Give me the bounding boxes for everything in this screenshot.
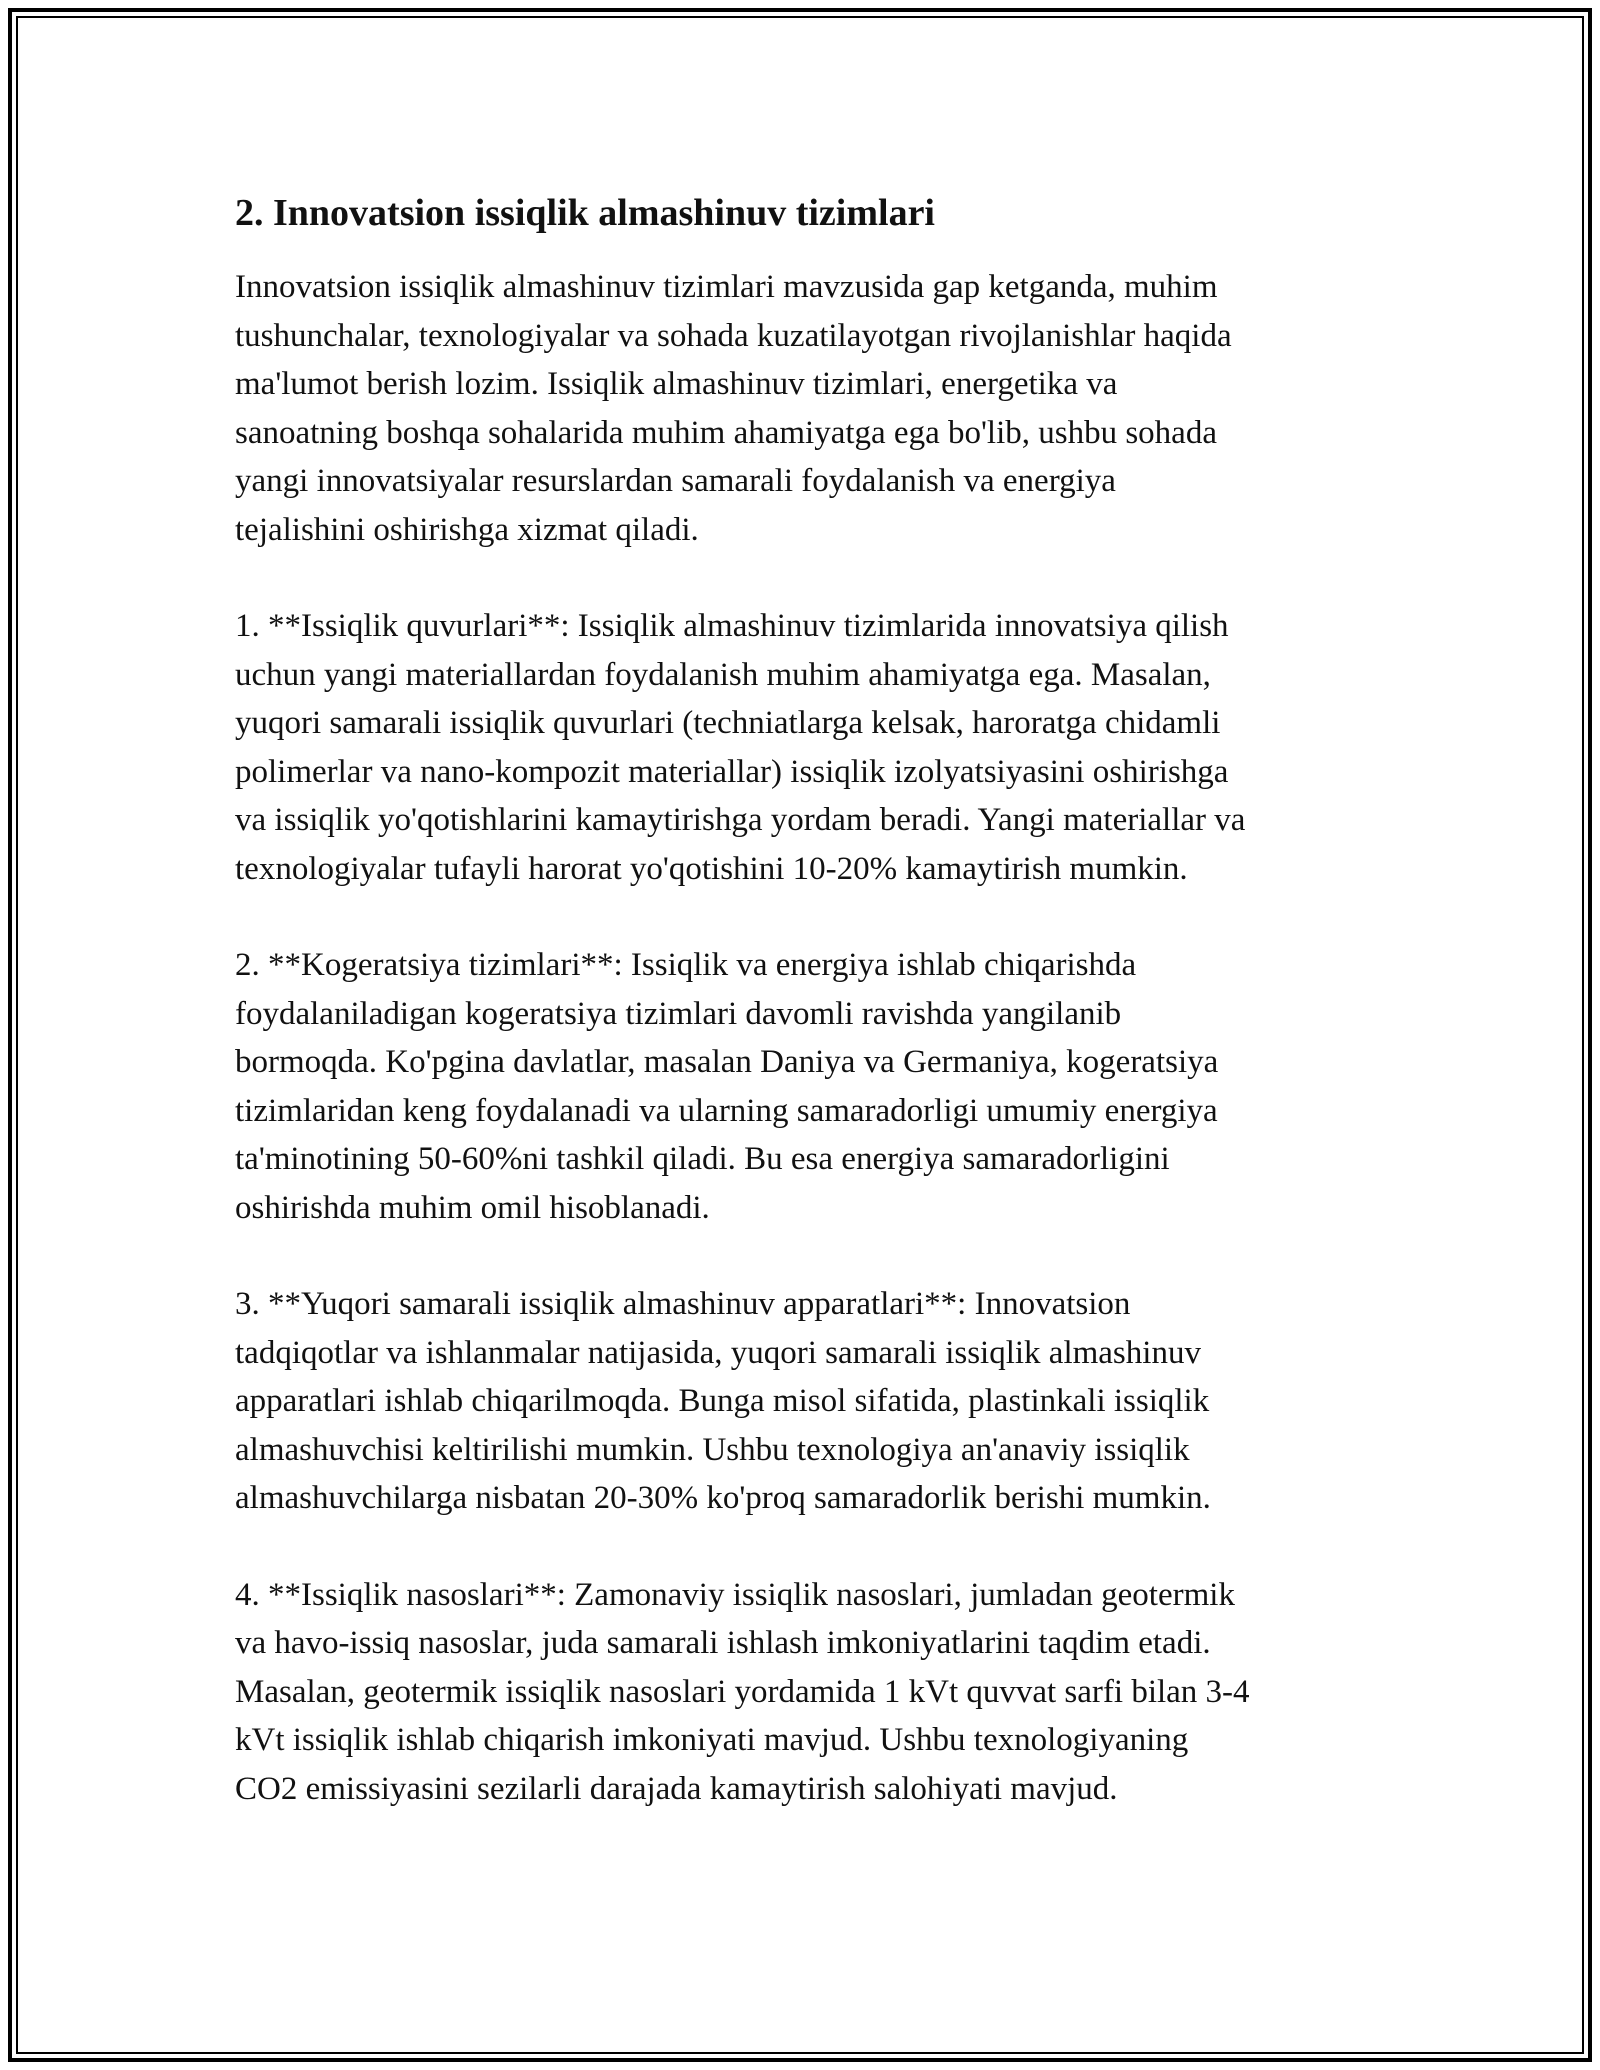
text-line: ta'minotining 50-60%ni tashkil qiladi. Bu esa energiya samaradorligini	[235, 1141, 1170, 1177]
text-line: 4. **Issiqlik nasoslari**: Zamonaviy issiqlik nasoslari, jumladan geotermik	[235, 1576, 1235, 1613]
text-line: 1. **Issiqlik quvurlari**: Issiqlik almashinuv tizimlarida innovatsiya qilish	[235, 608, 1229, 644]
list-item-issiqlik-nasoslari	[235, 1571, 1375, 1814]
text-line: tushunchalar, texnologiyalar va sohada kuzatilayotgan rivojlanishlar haqida	[235, 317, 1232, 354]
text-line: sanoatning boshqa sohalarida muhim ahamiyatga ega bo'lib, ushbu sohada	[235, 414, 1217, 451]
list-item-almashinuv-apparatlari	[235, 1280, 1375, 1523]
text-line: bormoqda. Ko'pgina davlatlar, masalan Daniya va Germaniya, kogeratsiya	[235, 1044, 1219, 1080]
text-line: tejalishini oshirishga xizmat qiladi.	[235, 511, 699, 548]
text-line: yangi innovatsiyalar resurslardan samarali foydalanish va energiya	[235, 463, 1116, 499]
text-line: oshirishda muhim omil hisoblanadi.	[235, 1189, 710, 1226]
document-page	[235, 185, 1375, 1861]
text-line: 2. **Kogeratsiya tizimlari**: Issiqlik va energiya ishlab chiqarishda	[235, 947, 1137, 983]
list-item-kogeratsiya-tizimlari	[235, 941, 1375, 1232]
intro-paragraph	[235, 263, 1375, 554]
text-line: almashuvchisi keltirilishi mumkin. Ushbu texnologiya an'anaviy issiqlik	[235, 1431, 1190, 1468]
list-item-issiqlik-quvurlari	[235, 602, 1375, 893]
text-line: va havo-issiq nasoslar, juda samarali ishlash imkoniyatlarini taqdim etadi.	[235, 1625, 1211, 1661]
text-line: CO2 emissiyasini sezilarli darajada kamaytirish salohiyati mavjud.	[235, 1770, 1118, 1807]
text-line: foydalaniladigan kogeratsiya tizimlari davomli ravishda yangilanib	[235, 995, 1122, 1032]
text-line: 3. **Yuqori samarali issiqlik almashinuv apparatlari**: Innovatsion	[235, 1286, 1131, 1322]
text-line: tizimlaridan keng foydalanadi va ularning samaradorligi umumiy energiya	[235, 1092, 1218, 1129]
text-line: tadqiqotlar va ishlanmalar natijasida, yuqori samarali issiqlik almashinuv	[235, 1334, 1201, 1371]
section-heading: 2. Innovatsion issiqlik almashinuv tizimlari	[235, 192, 935, 234]
text-line: Innovatsion issiqlik almashinuv tizimlari mavzusida gap ketganda, muhim	[235, 269, 1218, 305]
text-line: kVt issiqlik ishlab chiqarish imkoniyati mavjud. Ushbu texnologiyaning	[235, 1722, 1189, 1758]
text-line: texnologiyalar tufayli harorat yo'qotishini 10-20% kamaytirish mumkin.	[235, 850, 1188, 887]
text-line: ma'lumot berish lozim. Issiqlik almashinuv tizimlari, energetika va	[235, 366, 1118, 402]
text-line: Masalan, geotermik issiqlik nasoslari yordamida 1 kVt quvvat sarfi bilan 3-4	[235, 1673, 1250, 1710]
text-line: polimerlar va nano-kompozit materiallar) issiqlik izolyatsiyasini oshirishga	[235, 753, 1229, 790]
text-line: apparatlari ishlab chiqarilmoqda. Bunga misol sifatida, plastinkali issiqlik	[235, 1383, 1210, 1419]
text-line: almashuvchilarga nisbatan 20-30% ko'proq samaradorlik berishi mumkin.	[235, 1480, 1211, 1516]
text-line: uchun yangi materiallardan foydalanish muhim ahamiyatga ega. Masalan,	[235, 656, 1211, 693]
text-line: yuqori samarali issiqlik quvurlari (techniatlarga kelsak, haroratga chidamli	[235, 705, 1221, 741]
text-line: va issiqlik yo'qotishlarini kamaytirishga yordam beradi. Yangi materiallar va	[235, 802, 1246, 838]
